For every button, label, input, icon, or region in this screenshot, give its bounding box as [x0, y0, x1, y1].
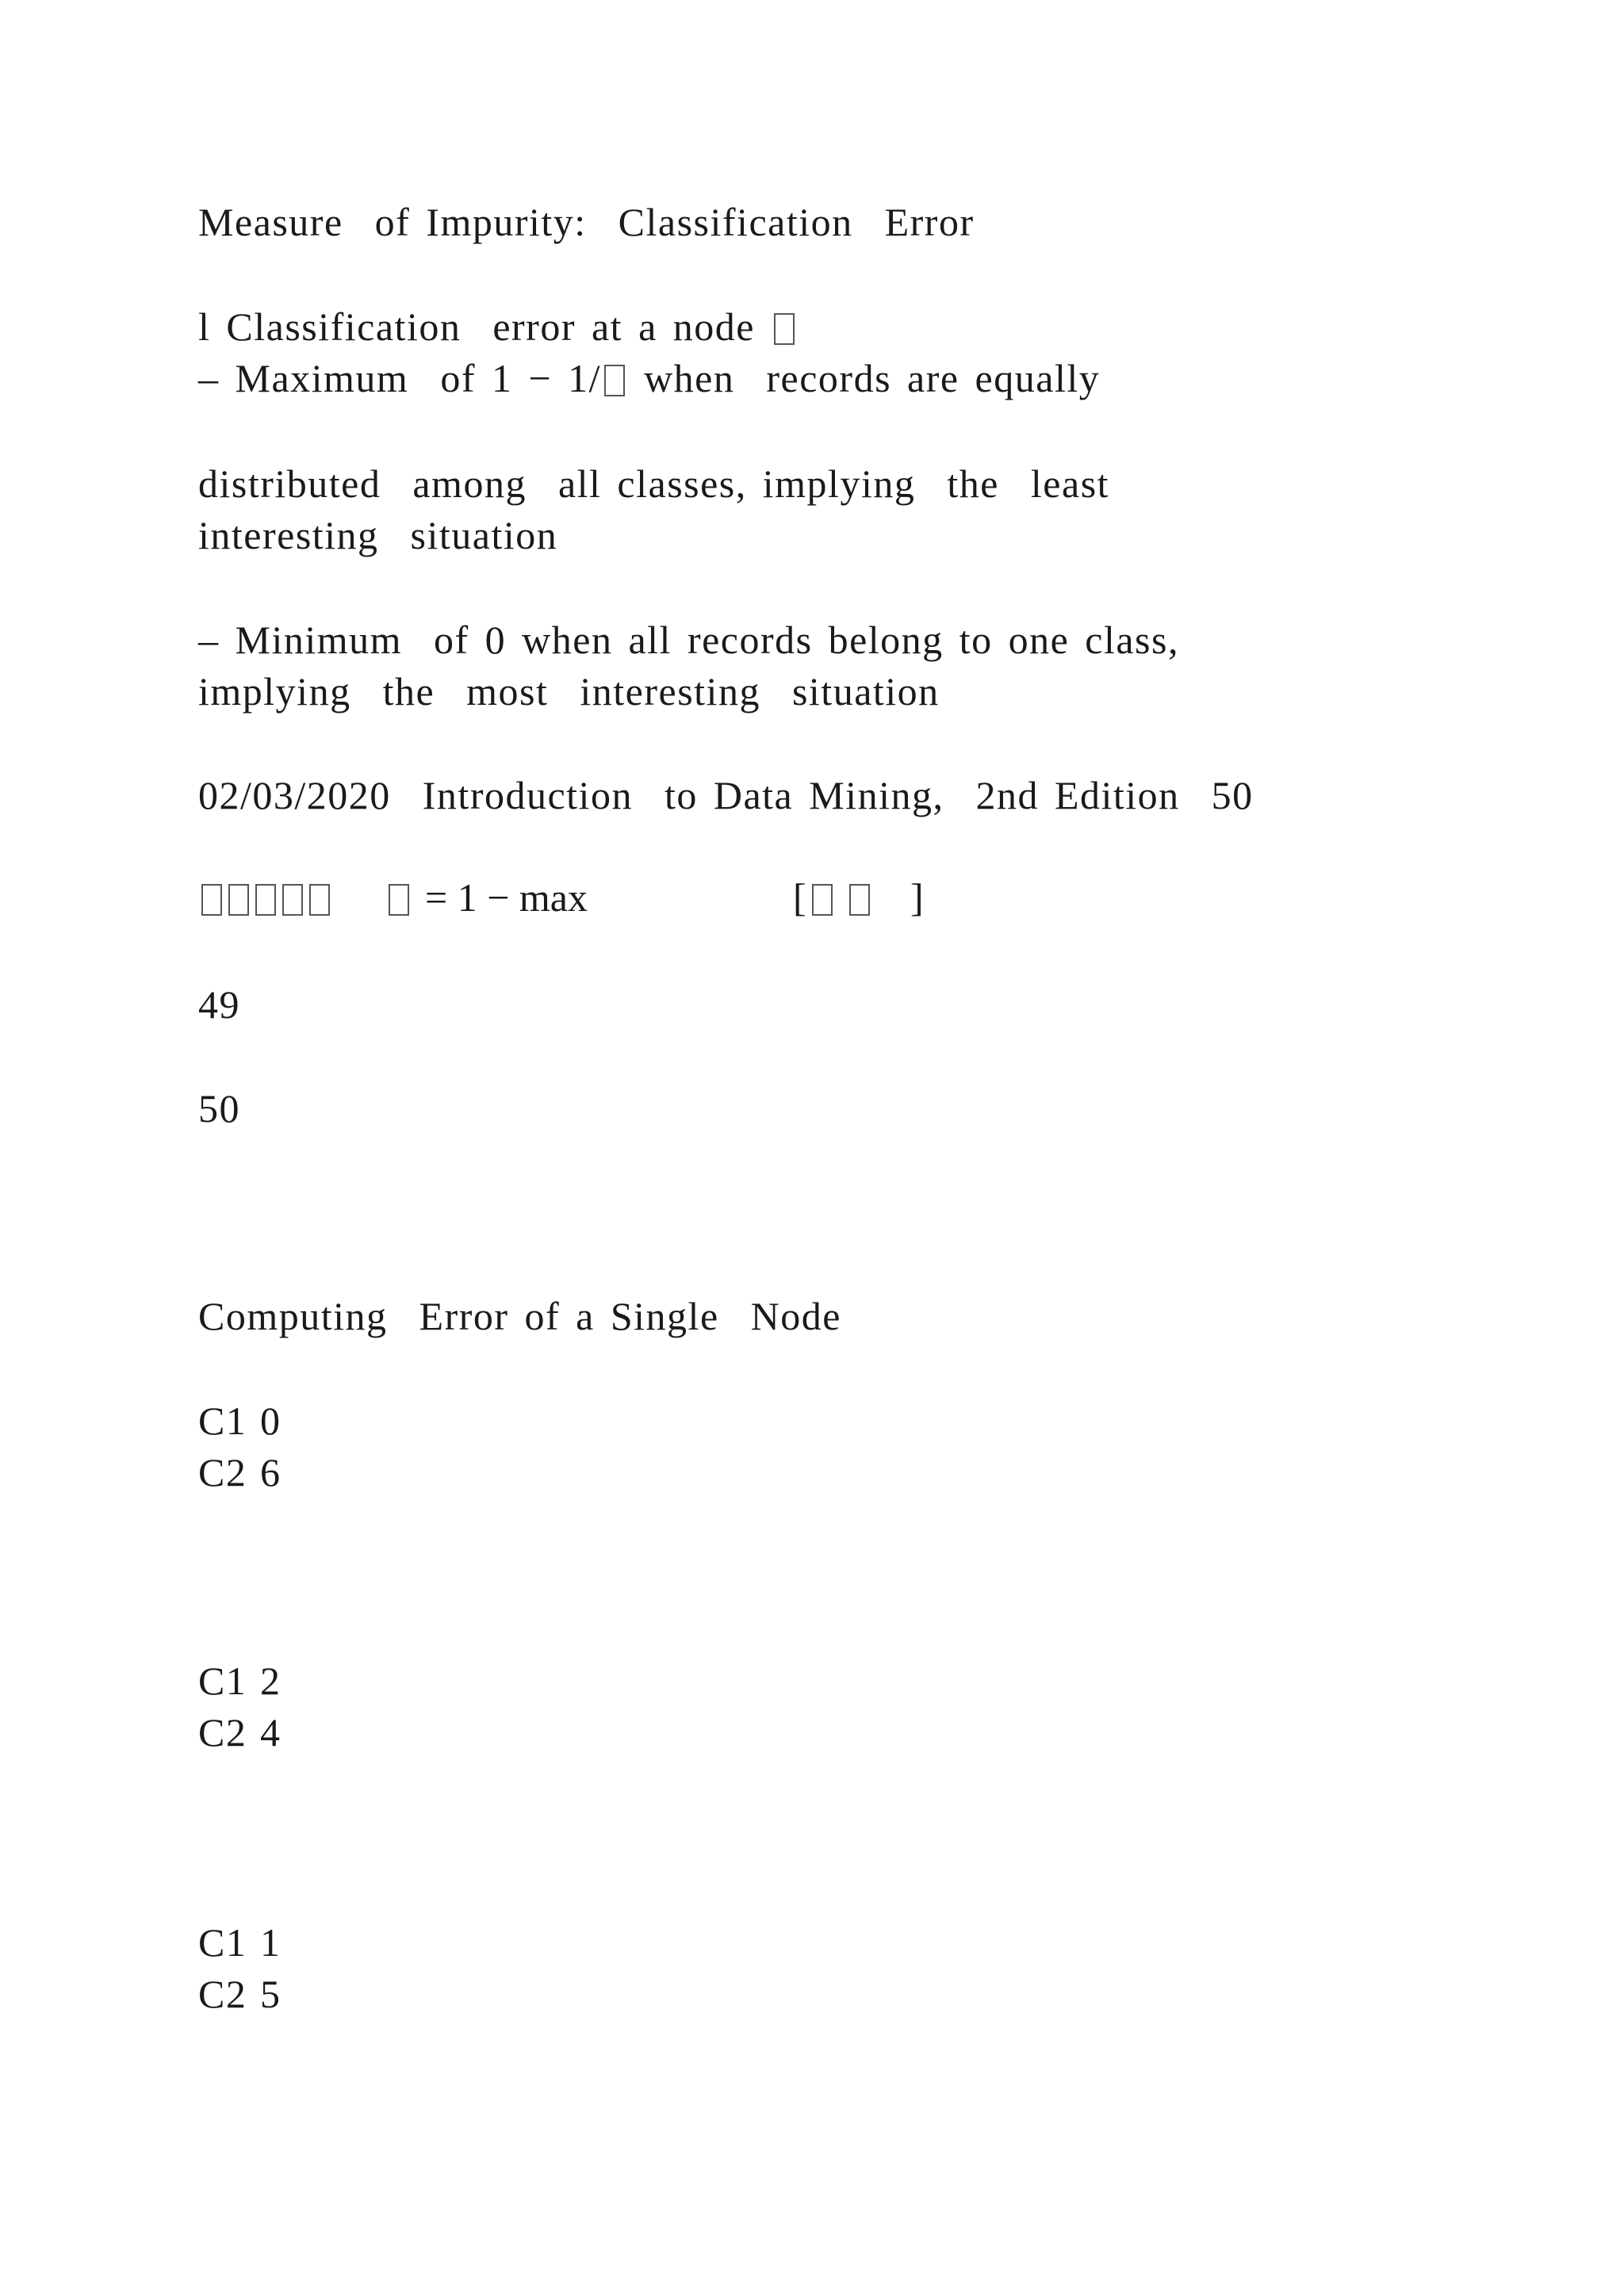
paragraph-distributed-line-1: distributed among all classes, implying the least: [198, 461, 1110, 506]
formula-bracket-close: ]: [910, 875, 924, 920]
node-row-c2: [198, 1970, 282, 2018]
formula-equals-max: = 1 − max: [425, 875, 588, 920]
class-count: 4: [260, 1710, 282, 1755]
formula-bracket-open: [: [793, 875, 806, 920]
class-label: C1: [198, 1659, 247, 1703]
bullet-text: l Classification error at a node: [198, 304, 755, 349]
class-count: 0: [260, 1399, 282, 1443]
paragraph-distributed-line-2: interesting situation: [198, 513, 558, 557]
page-number-50: 50: [198, 1086, 240, 1131]
section-heading-computing-error: Computing Error of a Single Node: [198, 1294, 841, 1338]
line-maximum-text: – Maximum of 1 − 1/: [198, 356, 602, 400]
missing-glyph-icon: [849, 884, 870, 916]
missing-glyph-icon: [282, 884, 303, 916]
missing-glyph-icon: [228, 884, 249, 916]
missing-glyph-icon: [812, 884, 833, 916]
formula-variable: [385, 874, 412, 921]
node-row-c1: [198, 1919, 282, 1966]
class-label: C2: [198, 1450, 247, 1494]
node-row-c1: [198, 1657, 282, 1705]
paragraph-minimum-line-2: implying the most interesting situation: [198, 669, 940, 714]
missing-glyph-icon: [774, 313, 795, 345]
class-count: 2: [260, 1659, 282, 1703]
footer-line: 02/03/2020 Introduction to Data Mining, 2nd Edition 50: [198, 773, 1254, 817]
page-number-49: 49: [198, 982, 240, 1027]
node-row-c1: [198, 1397, 282, 1445]
missing-glyph-icon: [389, 884, 409, 916]
line-maximum-tail: when records are equally: [644, 356, 1101, 400]
class-label: C1: [198, 1399, 247, 1443]
line-maximum: [198, 354, 1100, 402]
class-count: 1: [260, 1920, 282, 1965]
missing-glyph-icon: [255, 884, 276, 916]
class-count: 6: [260, 1450, 282, 1494]
bullet-classification-error: [198, 303, 798, 350]
class-label: C2: [198, 1972, 247, 2016]
class-count: 5: [260, 1972, 282, 2016]
node-row-c2: [198, 1709, 282, 1756]
paragraph-minimum-line-1: – Minimum of 0 when all records belong to one class,: [198, 618, 1179, 662]
missing-glyph-icon: [604, 365, 625, 396]
formula-line: [198, 874, 1150, 921]
class-label: C2: [198, 1710, 247, 1755]
missing-glyph-icon: [201, 884, 222, 916]
missing-glyph-icon: [309, 884, 330, 916]
formula-bracket-content: [809, 874, 873, 921]
section-heading-classification-error: Measure of Impurity: Classification Error: [198, 200, 975, 244]
class-label: C1: [198, 1920, 247, 1965]
formula-glyphs: [198, 874, 333, 921]
node-row-c2: [198, 1448, 282, 1496]
